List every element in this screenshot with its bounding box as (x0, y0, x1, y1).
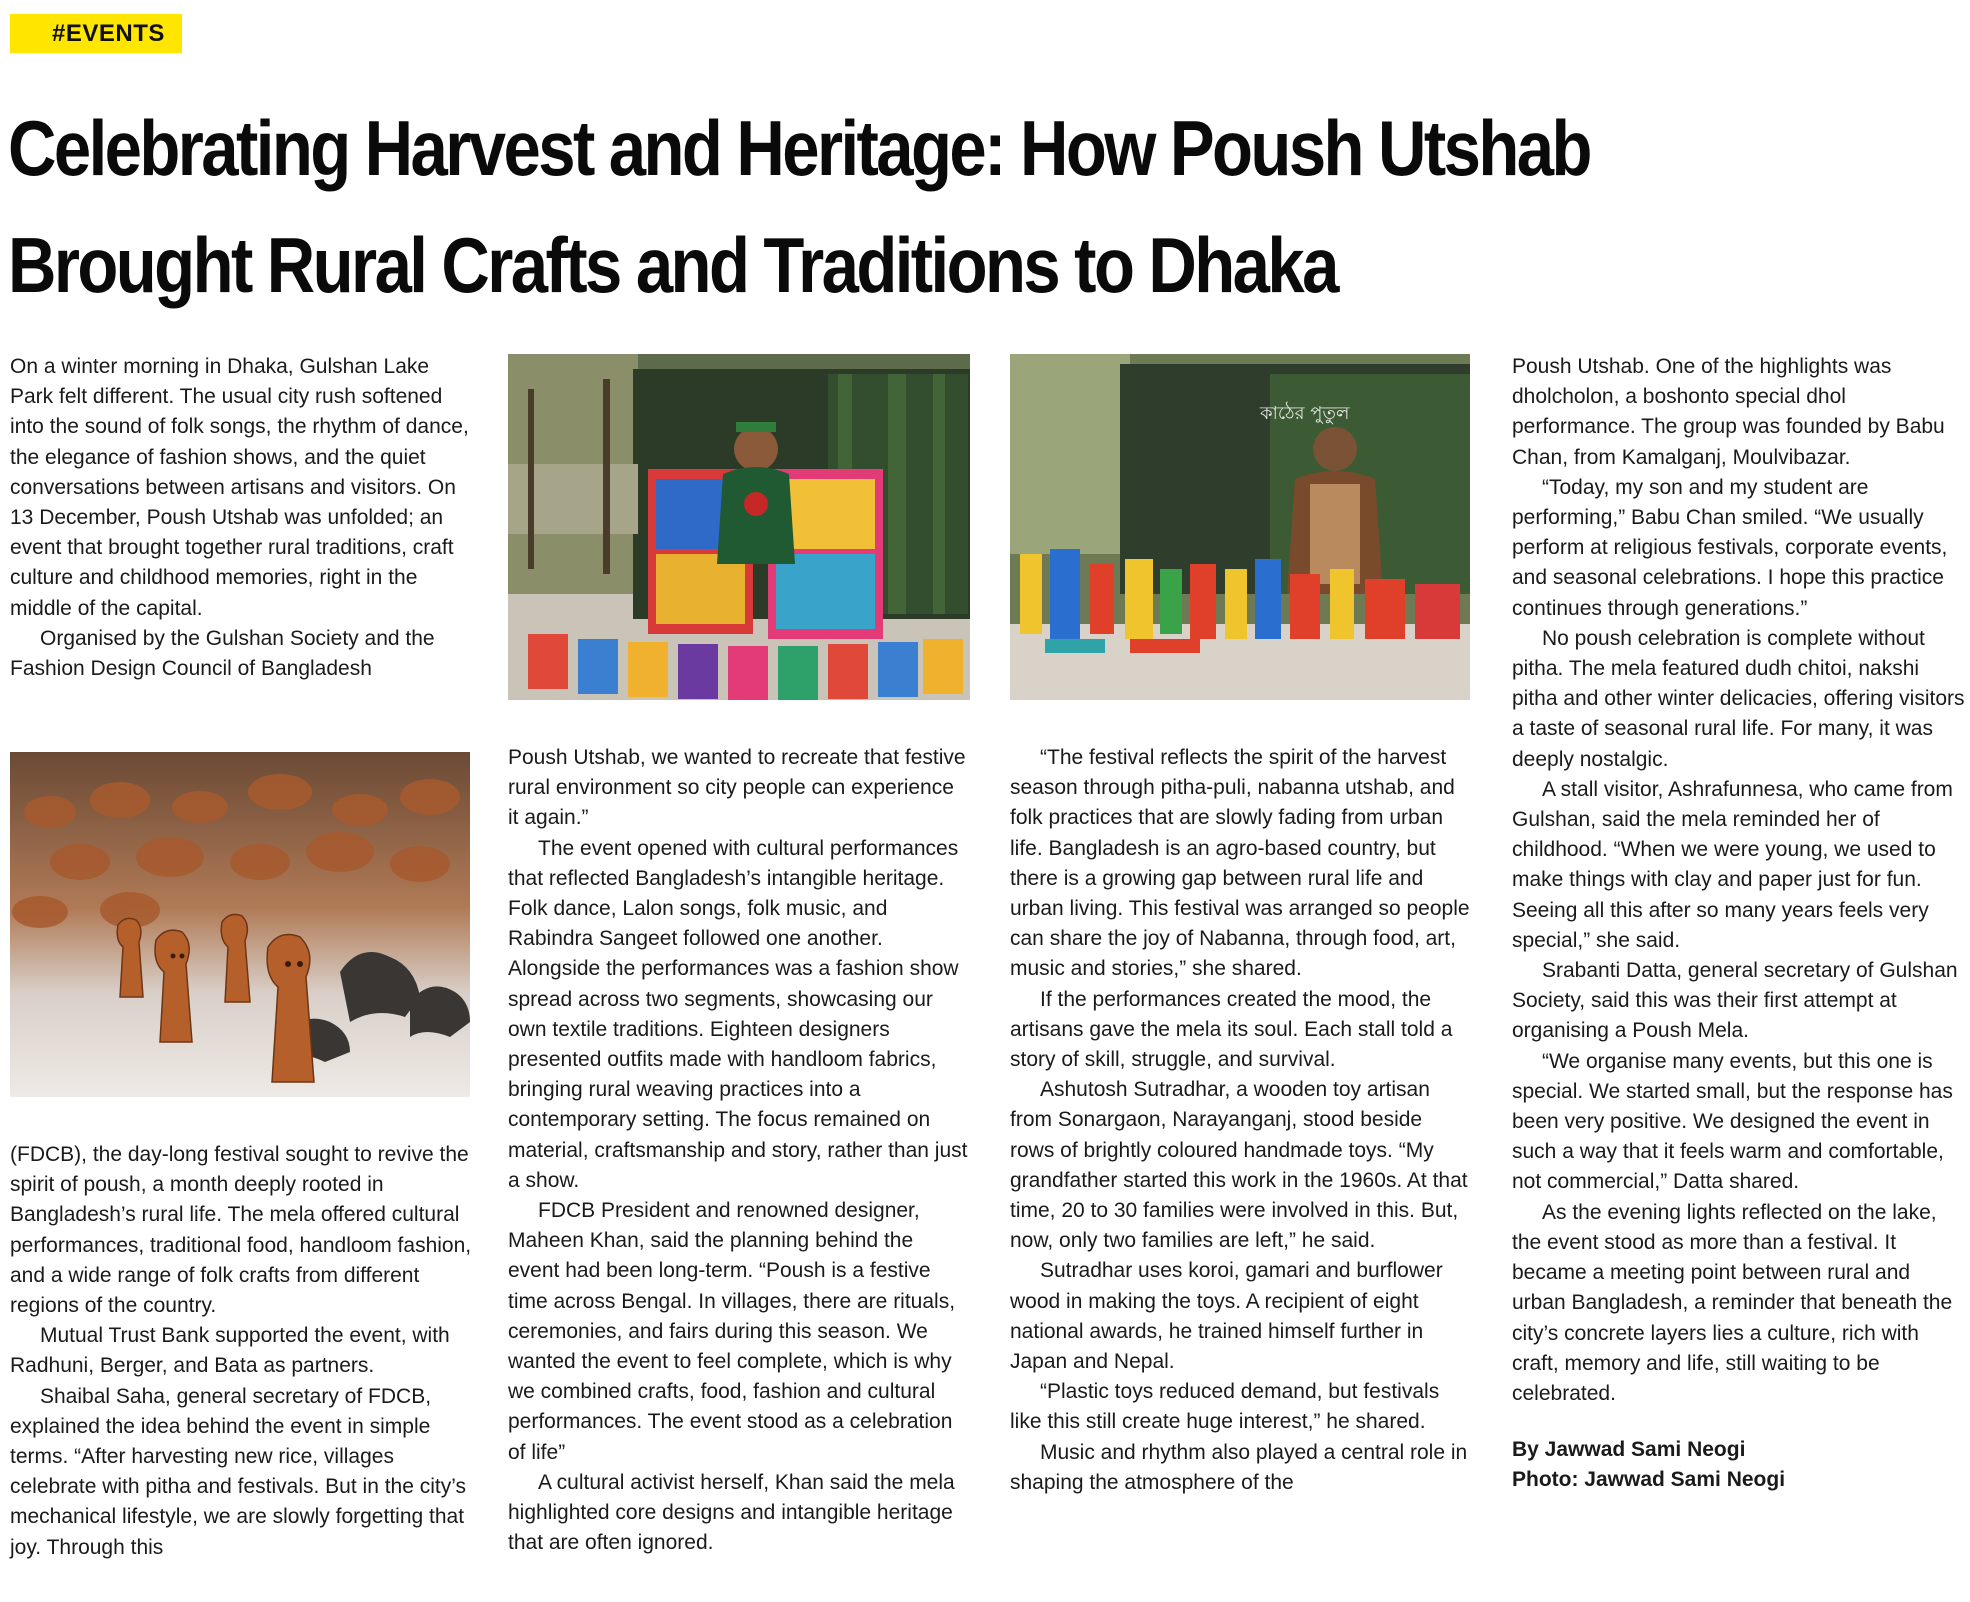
paragraph: The event opened with cultural performances that reflected Bangladesh’s intangible heritage. Folk dance, Lalon songs, folk music, and Rabindra Sangeet followed one another. Alongside the performances was a fashion show spread across two segments, showcasing our own textile traditions. Eighteen designers presented outfits made with handloom fabrics, bringing rural weaving practices into a contemporary setting. The focus remained on material, craftsmanship and story, rather than just a show. (508, 836, 968, 1192)
column-3 (1010, 743, 1472, 1498)
byline-author: By Jawwad Sami Neogi (1512, 1438, 1746, 1462)
svg-text:কাঠের পুতুল: কাঠের পুতুল (1260, 403, 1350, 424)
paragraph: Sutradhar uses koroi, gamari and burflower wood in making the toys. A recipient of eight national awards, he trained himself further in Japan and Nepal. (1010, 1259, 1443, 1374)
paragraph: A stall visitor, Ashrafunnesa, who came from Gulshan, said the mela reminded her of childhood. “When we were young, we used to make things with clay and paper just for fun. Seeing all this after so many years feels very special,” she said. (1512, 777, 1953, 952)
paragraph: If the performances created the mood, the artisans gave the mela its soul. Each stall told a story of skill, struggle, and survival. (1010, 987, 1453, 1072)
paragraph: “Plastic toys reduced demand, but festivals like this still create huge interest,” he shared. (1010, 1380, 1440, 1434)
paragraph: Srabanti Datta, general secretary of Gulshan Society, said this was their first attempt at organising a Poush Mela. (1512, 959, 1958, 1043)
clay-figurines-photo (10, 752, 470, 1097)
paragraph: Organised by the Gulshan Society and the Fashion Design Council of Bangladesh (10, 626, 435, 681)
column-2 (508, 743, 970, 1558)
wooden-toys-photo (1010, 354, 1470, 700)
paragraph: (FDCB), the day-long festival sought to revive the spirit of poush, a month deeply rooted in Bangladesh’s rural life. The mela offered cultural performances, traditional food, handloom fashion, and a wide range of folk crafts from different regions of the country. (10, 1143, 472, 1318)
paragraph: Poush Utshab, we wanted to recreate that festive rural environment so city people can experience it again.” (508, 746, 966, 830)
paragraph: Shaibal Saha, general secretary of FDCB, explained the idea behind the event in simple terms. “After harvesting new rice, villages celebrate with pitha and festivals. But in the city’s mechanical lifestyle, we are slowly forgetting that joy. Through this (10, 1384, 467, 1559)
paragraph: Mutual Trust Bank supported the event, with Radhuni, Berger, and Bata as partners. (10, 1324, 450, 1378)
headline-line-1: Celebrating Harvest and Heritage: How Poush Utshab (8, 104, 1590, 192)
paragraph: FDCB President and renowned designer, Maheen Khan, said the planning behind the event had been long-term. “Poush is a festive time across Bengal. In villages, there are rituals, ceremonies, and fairs during this season. We wanted the event to feel complete, which is why we combined crafts, food, fashion and cultural performances. The event stood as a celebration of life” (508, 1199, 956, 1464)
paragraph: Poush Utshab. One of the highlights was dholcholon, a boshonto special dhol performance. The group was founded by Babu Chan, from Kamalganj, Moulvibazar. (1512, 355, 1945, 469)
byline-photo: Photo: Jawwad Sami Neogi (1512, 1468, 1786, 1492)
painting-artisan-photo (508, 354, 970, 700)
headline (8, 90, 1685, 324)
paragraph: As the evening lights reflected on the lake, the event stood as more than a festival. It became a meeting point between rural and urban Bangladesh, a reminder that beneath the city’s concrete layers lies a culture, rich with craft, memory and life, still waiting to be celebrated. (1512, 1200, 1953, 1405)
paragraph: A cultural activist herself, Khan said the mela highlighted core designs and intangible heritage that are often ignored. (508, 1470, 955, 1555)
paragraph: “We organise many events, but this one is special. We started small, but the response has been very positive. We designed the event in such a way that it feels warm and comfortable, not commercial,” Datta shared. (1512, 1049, 1953, 1194)
paragraph: “The festival reflects the spirit of the harvest season through pitha-puli, nabanna utshab, and folk practices that are slowly fading from urban life. Bangladesh is an agro-based country, but there is a growing gap between rural life and urban living. This festival was arranged so people can share the joy of Nabanna, through food, art, music and stories,” she shared. (1010, 746, 1470, 981)
column-1-top (10, 352, 472, 684)
headline-line-2: Brought Rural Crafts and Traditions to Dhaka (8, 221, 1337, 309)
column-4 (1512, 352, 1967, 1496)
paragraph: Music and rhythm also played a central role in shaping the atmosphere of the (1010, 1440, 1468, 1494)
column-1-bottom (10, 1140, 472, 1563)
section-tag: #EVENTS (10, 14, 182, 53)
paragraph: No poush celebration is complete without pitha. The mela featured dudh chitoi, nakshi pitha and other winter delicacies, offering visitors a taste of seasonal rural life. For many, it was deeply nostalgic. (1512, 626, 1965, 771)
paragraph: “Today, my son and my student are performing,” Babu Chan smiled. “We usually perform at religious festivals, corporate events, and seasonal celebrations. I hope this practice continues through generations.” (1512, 475, 1948, 620)
paragraph: Ashutosh Sutradhar, a wooden toy artisan from Sonargaon, Narayanganj, stood beside rows of brightly coloured handmade toys. “My grandfather started this work in the 1960s. At that time, 20 to 30 families were involved in this. But, now, only two families are left,” he said. (1010, 1078, 1468, 1253)
paragraph: On a winter morning in Dhaka, Gulshan Lake Park felt different. The usual city rush softened into the sound of folk songs, the rhythm of dance, the elegance of fashion shows, and the quiet conversations between artisans and visitors. On 13 December, Poush Utshab was unfolded; an event that brought together rural traditions, craft culture and childhood memories, right in the middle of the capital. (10, 355, 469, 620)
